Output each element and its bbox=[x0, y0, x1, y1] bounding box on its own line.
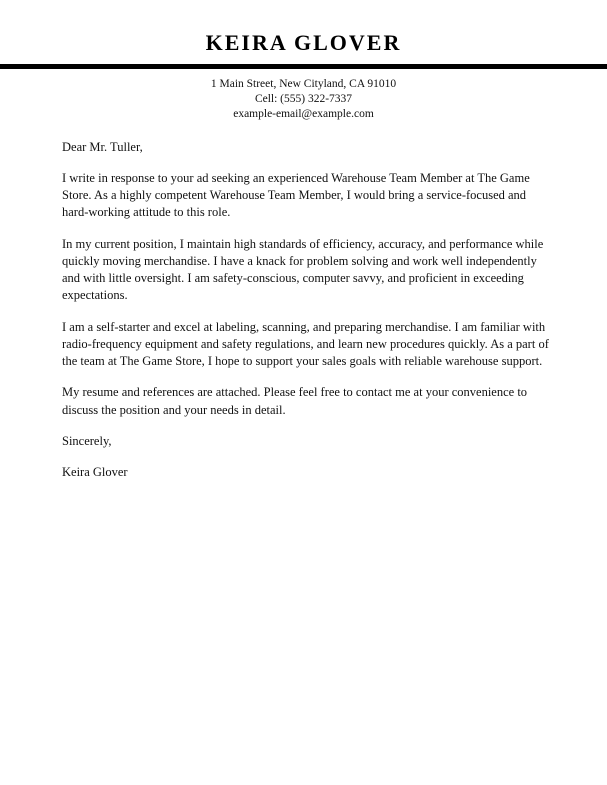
contact-block bbox=[0, 77, 607, 123]
letter-paragraph: My resume and references are attached. Please feel free to contact me at your convenience to discuss the position and your needs in detail. bbox=[62, 385, 528, 417]
signature-name: Keira Glover bbox=[62, 465, 128, 480]
letter-header bbox=[0, 0, 607, 123]
letter-paragraph: I am a self-starter and excel at labeling, scanning, and preparing merchandise. I am familiar with radio-frequency equipment and safety regulations, and learn new procedures quickly. As a part of the team at The Game Store, I hope to support your sales goals with reliable warehouse support. bbox=[62, 319, 549, 369]
contact-email: example-email@example.com bbox=[233, 108, 374, 121]
contact-cell: Cell: (555) 322-7337 bbox=[254, 93, 353, 106]
closing: Sincerely, bbox=[62, 433, 112, 448]
letter-paragraph: In my current position, I maintain high standards of efficiency, accuracy, and performance while quickly moving merchandise. I have a knack for problem solving and work well independently and with little oversight. I am safety-conscious, computer savvy, and proficient in exceeding expectations. bbox=[62, 236, 544, 303]
applicant-name: KEIRA GLOVER bbox=[205, 30, 402, 55]
salutation: Dear Mr. Tuller, bbox=[62, 139, 143, 154]
letter-paragraph: I write in response to your ad seeking an experienced Warehouse Team Member at The Game Store. As a highly competent Warehouse Team Member, I would bring a service-focused and hard-working attitude to this role. bbox=[62, 170, 530, 220]
contact-address: 1 Main Street, New Cityland, CA 91010 bbox=[210, 78, 397, 90]
header-divider bbox=[0, 64, 607, 69]
letter-body bbox=[62, 139, 549, 482]
